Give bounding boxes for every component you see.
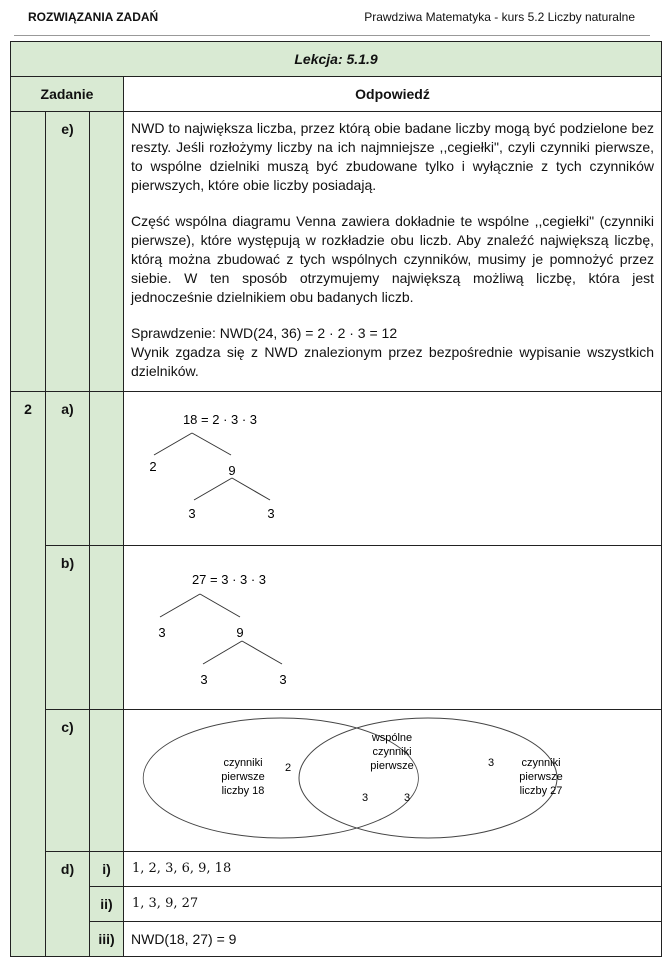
answer-2b (124, 546, 662, 710)
venn-center-value: 3 (403, 792, 411, 804)
task-number-cell (11, 112, 46, 392)
column-header-answer: Odpowiedź (124, 77, 662, 112)
tree-node: 9 (228, 463, 236, 478)
tree-branch (160, 594, 200, 617)
header-title: ROZWIĄZANIA ZADAŃ (28, 10, 159, 24)
subsubtask-cell (90, 112, 124, 392)
tree-node: 3 (158, 625, 166, 640)
tree-node: 3 (267, 506, 275, 521)
tree-branch (200, 594, 240, 617)
venn-right-value: 3 (487, 757, 495, 769)
venn-right-label: czynniki (521, 757, 561, 769)
answer-1e-paragraph-2: Część wspólna diagramu Venna zawiera dokładnie te wspólne ,,cegiełki" (czynniki pierwsze), które występują w rozkładzie obu liczb. Aby znaleźć największą liczbę, którą można zbudować z tych wspólnych czynników, musimy je pomnożyć przez siebie. W ten sposób otrzymujemy największą możliwą liczbę, która jest jednocześnie dzielnikiem obu badanych liczb. (131, 213, 655, 305)
venn-circle-27 (299, 718, 557, 838)
venn-center-value: 3 (361, 792, 369, 804)
answer-2a (124, 392, 662, 546)
factor-tree-27 (124, 546, 660, 706)
header-course: Prawdziwa Matematyka - kurs 5.2 Liczby naturalne (364, 10, 635, 24)
column-header-task: Zadanie (11, 77, 124, 112)
tree-branch (203, 641, 242, 664)
tree-branch (154, 433, 192, 455)
subsubtask-cell (90, 392, 124, 546)
venn-diagram (124, 710, 660, 848)
subsubtask-label-iii: iii) (90, 922, 124, 957)
answer-2c (124, 710, 662, 852)
tree-node: 9 (236, 625, 244, 640)
lesson-title: Lekcja: 5.1.9 (11, 42, 662, 77)
venn-center-label: pierwsze (370, 760, 414, 772)
subtask-label-d: d) (46, 852, 90, 957)
tree-node: 3 (279, 672, 287, 687)
subtask-label-b: b) (46, 546, 90, 710)
answer-1e (124, 112, 662, 392)
tree-node: 3 (200, 672, 208, 687)
header-divider (14, 35, 650, 36)
tree-branch (232, 478, 270, 500)
subtask-label-c: c) (46, 710, 90, 852)
tree-branch (194, 478, 232, 500)
venn-right-label: liczby 27 (519, 785, 563, 797)
tree-node: 2 (149, 459, 157, 474)
venn-left-label: czynniki (223, 757, 263, 769)
venn-left-value: 2 (284, 762, 292, 774)
answer-1e-check: Sprawdzenie: NWD(24, 36) = 2 · 2 · 3 = 12 Wynik zgadza się z NWD znalezionym przez bezpośrednie wypisanie wszystkich dzielników. (131, 325, 655, 379)
tree-node: 3 (188, 506, 196, 521)
subtask-label-a: a) (46, 392, 90, 546)
factor-equation: 18 = 2 · 3 · 3 (182, 412, 258, 427)
subsubtask-label-ii: ii) (90, 887, 124, 922)
venn-left-label: pierwsze (221, 771, 265, 783)
task-number-2: 2 (11, 392, 46, 957)
subsubtask-label-i: i) (90, 852, 124, 887)
answer-2d-ii: 1, 3, 9, 27 (124, 887, 662, 922)
venn-right-label: pierwsze (519, 771, 563, 783)
answer-2d-i: 1, 2, 3, 6, 9, 18 (124, 852, 662, 887)
venn-center-label: czynniki (372, 746, 412, 758)
subsubtask-cell (90, 710, 124, 852)
venn-left-label: liczby 18 (221, 785, 265, 797)
tree-branch (242, 641, 282, 664)
factor-equation: 27 = 3 · 3 · 3 (191, 572, 267, 587)
subtask-label-e: e) (46, 112, 90, 392)
subsubtask-cell (90, 546, 124, 710)
answer-2d-iii: NWD(18, 27) = 9 (124, 922, 662, 957)
tree-branch (192, 433, 231, 455)
factor-tree-18 (124, 392, 660, 542)
venn-center-label: wspólne (371, 732, 413, 744)
answer-1e-paragraph-1: NWD to największa liczba, przez którą obie badane liczby mogą być podzielone bez reszty. Jeśli rozłożymy liczby na ich najmniejsze ,,cegiełki", czyli czynniki pierwsze, to wspólne dzielniki muszą być zbudowane tylko i wyłącznie z tych czynników pierwszych, które obie liczby posiadają. (131, 120, 655, 193)
solutions-table (10, 41, 662, 957)
